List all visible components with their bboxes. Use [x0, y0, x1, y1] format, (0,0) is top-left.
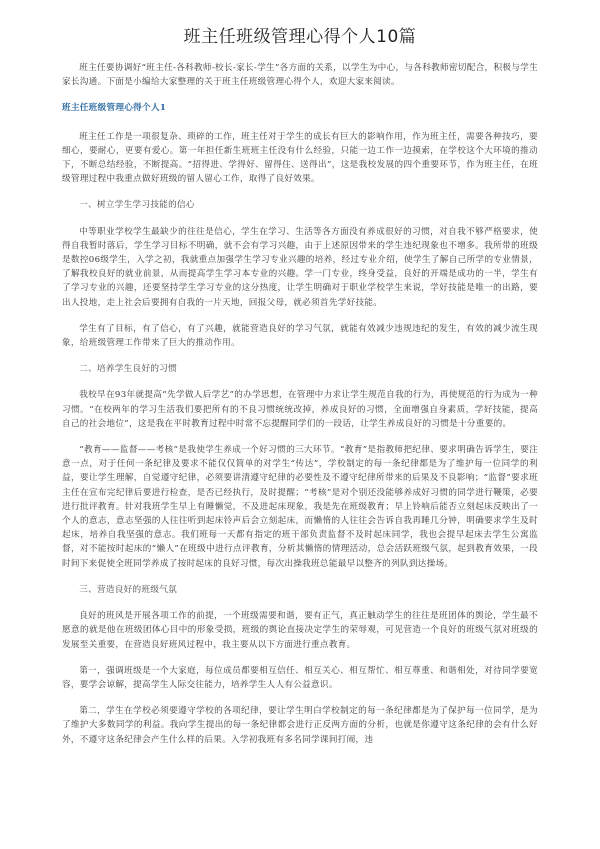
body-paragraph: 学生有了目标，有了信心，有了兴趣，就能营造良好的学习气氛，就能有效减少违规违纪的发生，有效的减少流生现象，给班级管理工作带来了巨大的推动作用。 — [62, 323, 538, 349]
body-paragraph: 我校早在93年就提高“先学做人后学艺”的办学思想，在管理中力求让学生规范自我的行为，再使规范的行为成为一种习惯。“在校两年的学习生活我们要把所有的不良习惯统统改掉，养成良好的习惯，全面增强自身素质，学好技能，提高自己的社会地位”，这是我在平时教育过程中时常不忘提醒同学们的一段话，让学生养成良好的习惯是十分重要的。 — [62, 390, 538, 429]
body-paragraph: “教育——监督——考核”是我使学生养成一个好习惯的三大环节。“教育”是指教师把纪律、要求明确告诉学生，要注意一点，对于任何一条纪律及要求不能仅仅简单的对学生“传达”，学校制定的每一条纪律都是为了维护每一位同学的利益，要让学生理解，自觉遵守纪律，必须要讲清遵守纪律的必要性及不遵守纪律所带来的后果及不良影响；“监督”要求班主任在宣布完纪律后要进行检查，是否已经执行，及时提醒；“考核”是对个别还没能够养成好习惯的同学进行鞭策，必要进行批评教育。针对我班学生早上有睡懒觉，不及进起床现象，我是先在班级教育；早上铃响后能否立刻起床反映出了一个人的意志，意志坚强的人往往听到起床铃声后会立刻起床，而懒惰的人往往会告诉自我再睡几分钟，明确要求学生及时起床，培养自我坚强的意志。我们班每一天都有指定的班干部负责监督不及时起床同学，我也会提早起床去学生公寓监督，对不能按时起床的“懒人”在班级中进行点评教育，分析其懒惰的情理活动，总会活跃班级气氛，起到教育效果，一段时间下来促使全班同学养成了按时起床的良好习惯，每次出操我班总能最早以整齐的列队到达操场。 — [62, 445, 538, 569]
body-paragraph: 中等职业学校学生最缺少的往往是信心，学生在学习、生活等各方面没有养成很好的习惯，对自我不够严格要求，使得自我暂时落后，学生学习目标不明确，就不会有学习兴趣，由于上述原因带来的学生违纪现象也不增多。我所带的班级是数控06级学生，入学之初，我就重点加强学生学习专业兴趣的培养，经过专业介绍，使学生了解自己所学的专业情景，了解我校良好的就业前景，从而提高学生学习本专业的兴趣。学一门专业，终身受益，良好的开端是成功的一半，学生有了学习专业的兴趣，还要坚持学生学习专业的这分热度，让学生明确对于职业学校学生来说，学好技能是唯一的出路，要出人投地，走上社会后要拥有自我的一片天地，回报父母，就必须首先学好技能。 — [62, 226, 538, 308]
body-paragraph: 第一，强调班级是一个大家庭，每位成员都要相互信任、相互关心、相互帮忙、相互尊重、和谐相处，对待同学要宽容，要学会谅解，提高学生人际交往能力，培养学生人人有公益意识。 — [62, 665, 538, 690]
body-paragraph: 良好的班风是开展各项工作的前提，一个班级需要和谐，要有正气，真正触动学生的往往是班团体的舆论，学生最不愿意的就是他在班级团体心目中的形象受损，班级的舆论直接决定学生的荣辱观，可见营造一个良好的班级气氛对班级的发展至关重要，在营造良好班风过程中，我主要从以下方面进行重点教育。 — [62, 611, 538, 650]
body-paragraph: 班主任工作是一项很复杂、琐碎的工作，班主任对于学生的成长有巨大的影响作用，作为班主任，需要各种技巧，要细心，要耐心，更要有爱心。第一年担任新生班班主任没有什么经验，只能一边工作一边摸索，在学校这个大环境的推动下，不断总结经验，不断提高。“招得进、学得好、留得住、送得出”，这是我校发展的四个重要环节，作为班主任，在班级管理过程中我重点做好班级的留人留心工作，取得了良好效果。 — [62, 131, 538, 185]
section-subtitle: 班主任班级管理心得个人1 — [62, 103, 167, 114]
section-heading: 一、树立学生学习技能的信心 — [79, 200, 195, 211]
document-title: 班主任班级管理心得个人10篇 — [183, 27, 417, 47]
body-paragraph: 第二，学生在学校必须要遵守学校的各项纪律，要让学生明白学校制定的每一条纪律都是为了保护每一位同学，是为了维护大多数同学的利益。我向学生提出的每一条纪律都会进行正反两方面的分析，也就是你遵守这条纪律的会有什么好外，不遵守这条纪律会产生什么样的后果。入学初我班有多名同学课间打闹，违 — [62, 706, 538, 745]
section-heading: 三、营造良好的班级气氛 — [79, 584, 178, 595]
section-heading: 二、培养学生良好的习惯 — [79, 364, 178, 375]
intro-paragraph: 班主任要协调好“班主任-各科教师-校长-家长-学生”各方面的关系，以学生为中心，与各科教师密切配合，积极与学生家长沟通。下面是小编给大家整理的关于班主任班级管理心得个人，欢迎大家来阅读。 — [62, 63, 538, 88]
